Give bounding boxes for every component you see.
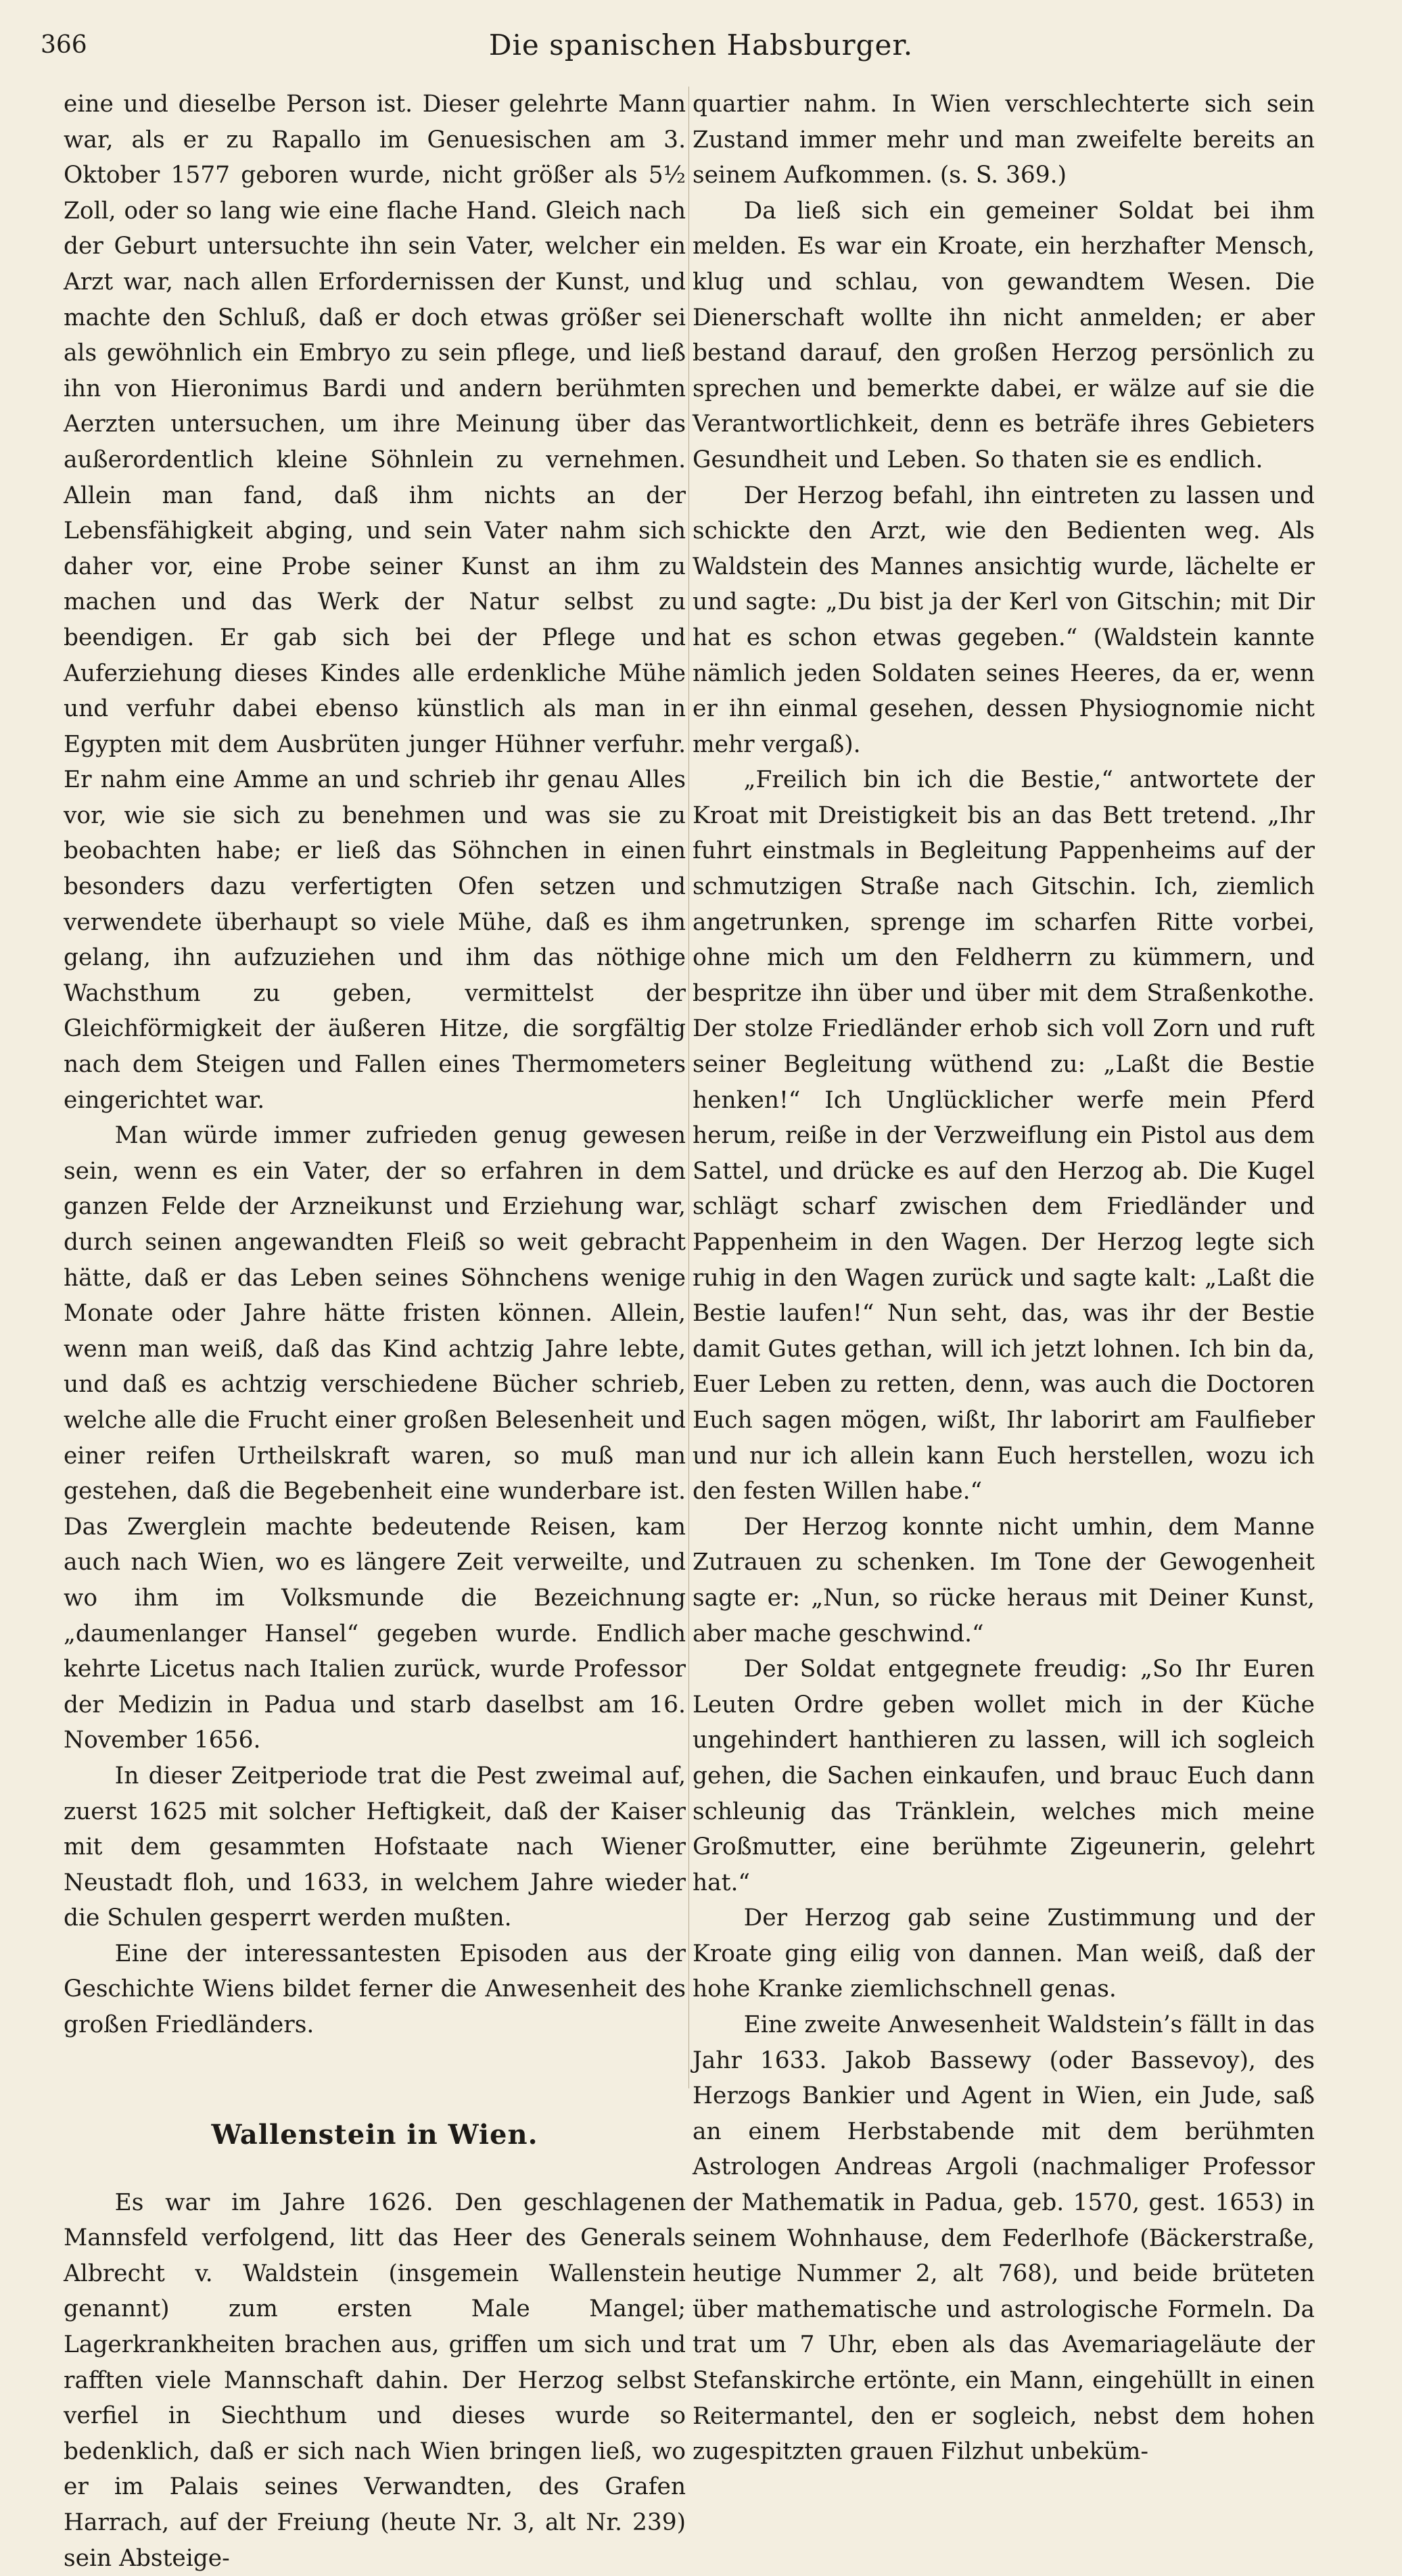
column-divider	[688, 87, 689, 2088]
paragraph: Eine zweite Anwesenheit Waldstein’s fällt in das Jahr 1633. Jakob Bassewy (oder Bassevoy), des Herzogs Bankier und Agent in Wien, ein Jude, saß an einem Herbstabende mit dem berühmten Astrologen Andreas Argoli (nachmaliger Professor der Mathematik in Padua, geb. 1570, gest. 1653) in seinem Wohnhause, dem Federlhofe (Bäckerstraße, heutige Nummer 2, alt 768), und beide brüteten über mathematische und astrologische Formeln. Da trat um 7 Uhr, eben als das Avemariageläute der Stefanskirche ertönte, ein Mann, eingehüllt in einen Reitermantel, den er sogleich, nebst dem hohen zugespitzten grauen Filzhut unbeküm-	[693, 2011, 1315, 2466]
paragraph: Der Herzog befahl, ihn eintreten zu lassen und schickte den Arzt, wie den Bedienten weg. Als Waldstein des Mannes ansichtig wurde, lächelte er und sagte: „Du bist ja der Kerl von Gitschin; mit Dir hat es schon etwas gegeben.“ (Waldstein kannte nämlich jeden Soldaten seines Heeres, da er, wenn er ihn einmal gesehen, dessen Physiognomie nicht mehr vergaß).	[693, 482, 1315, 758]
paragraph: Der Soldat entgegnete freudig: „So Ihr Euren Leuten Ordre geben wollet mich in der Küche ungehindert hanthieren zu lassen, will ich sogleich gehen, die Sachen einkaufen, und brauc Euch dann schleunig das Tränklein, welches mich meine Großmutter, eine berühmte Zigeunerin, gelehrt hat.“	[693, 1656, 1315, 1896]
paragraph: Eine der interessantesten Episoden aus der Geschichte Wiens bildet ferner die Anwesenheit des großen Friedländers.	[64, 1940, 686, 2039]
page-number: 366	[41, 31, 87, 59]
paragraph: Es war im Jahre 1626. Den geschlagenen Mannsfeld verfolgend, litt das Heer des Generals Albrecht v. Waldstein (insgemein Wallenstein genannt) zum ersten Male Mangel; Lagerkrankheiten brachen aus, griffen um sich und rafften viele Mannschaft dahin. Der Herzog selbst verfiel in Siechthum und dieses wurde so bedenklich, daß er sich nach Wien bringen ließ, wo er im Palais seines Verwandten, des Grafen Harrach, auf der Freiung (heute Nr. 3, alt Nr. 239) sein Absteige-	[64, 2188, 686, 2572]
paragraph: quartier nahm. In Wien verschlechterte sich sein Zustand immer mehr und man zweifelte bereits an seinem Aufkommen. (s. S. 369.)	[693, 91, 1315, 189]
paragraph: Der Herzog konnte nicht umhin, dem Manne Zutrauen zu schenken. Im Tone der Gewogenheit sagte er: „Nun, so rücke heraus mit Deiner Kunst, aber mache geschwind.“	[693, 1513, 1315, 1647]
paragraph: Man würde immer zufrieden genug gewesen sein, wenn es ein Vater, der so erfahren in dem ganzen Felde der Arzneikunst und Erziehung war, durch seinen angewandten Fleiß so weit gebracht hätte, daß er das Leben seines Söhnchens wenige Monate oder Jahre hätte fristen können. Allein, wenn man weiß, daß das Kind achtzig Jahre lebte, und daß es achtzig verschiedene Bücher schrieb, welche alle die Frucht einer großen Belesenheit und einer reifen Urtheilskraft waren, so muß man gestehen, daß die Begebenheit eine wunderbare ist. Das Zwerglein machte bedeutende Reisen, kam auch nach Wien, wo es längere Zeit verweilte, und wo ihm im Volksmunde die Bezeichnung „daumenlanger Hansel“ gegeben wurde. Endlich kehrte Licetus nach Italien zurück, wurde Professor der Medizin in Padua und starb daselbst am 16. November 1656.	[64, 1122, 686, 1754]
section-heading: Wallenstein in Wien.	[211, 2118, 538, 2151]
paragraph: „Freilich bin ich die Bestie,“ antwortete der Kroat mit Dreistigkeit bis an das Bett tretend. „Ihr fuhrt einstmals in Begleitung Pappenheims auf der schmutzigen Straße nach Gitschin. Ich, ziemlich angetrunken, sprenge im scharfen Ritte vorbei, ohne mich um den Feldherrn zu kümmern, und bespritze ihn über und über mit dem Straßenkothe. Der stolze Friedländer erhob sich voll Zorn und ruft seiner Begleitung wüthend zu: „Laßt die Bestie henken!“ Ich Unglücklicher werfe mein Pferd herum, reiße in der Verzweiflung ein Pistol aus dem Sattel, und drücke es auf den Herzog ab. Die Kugel schlägt scharf zwischen dem Friedländer und Pappenheim in den Wagen. Der Herzog legte sich ruhig in den Wagen zurück und sagte kalt: „Laßt die Bestie laufen!“ Nun seht, das, was ihr der Bestie damit Gutes gethan, will ich jetzt lohnen. Ich bin da, Euer Leben zu retten, denn, was auch die Doctoren Euch sagen mögen, wißt, Ihr laborirt am Faulfieber und nur ich allein kann Euch herstellen, wozu ich den festen Willen habe.“	[693, 766, 1315, 1505]
running-title: Die spanischen Habsburger.	[488, 28, 914, 62]
paragraph: eine und dieselbe Person ist. Dieser gelehrte Mann war, als er zu Rapallo im Genuesischen am 3. Oktober 1577 geboren wurde, nicht größer als 5½ Zoll, oder so lang wie eine flache Hand. Gleich nach der Geburt untersuchte ihn sein Vater, welcher ein Arzt war, nach allen Erfordernissen der Kunst, und machte den Schluß, daß er doch etwas größer sei als gewöhnlich ein Embryo zu sein pflege, und ließ ihn von Hieronimus Bardi und andern berühmten Aerzten untersuchen, um ihre Meinung über das außerordentlich kleine Söhnlein zu vernehmen. Allein man fand, daß ihm nichts an der Lebensfähigkeit abging, und sein Vater nahm sich daher vor, eine Probe seiner Kunst an ihm zu machen und das Werk der Natur selbst zu beendigen. Er gab sich bei der Pflege und Auferziehung dieses Kindes alle erdenkliche Mühe und verfuhr dabei ebenso künstlich als man in Egypten mit dem Ausbrüten junger Hühner verfuhr. Er nahm eine Amme an und schrieb ihr genau Alles vor, wie sie sich zu benehmen und was sie zu beobachten habe; er ließ das Söhnchen in einen besonders dazu verfertigten Ofen setzen und verwendete überhaupt so viele Mühe, daß es ihm gelang, ihn aufzuziehen und ihm das nöthige Wachsthum zu geben, vermittelst der Gleichförmigkeit der äußeren Hitze, die sorgfältig nach dem Steigen und Fallen eines Thermometers eingerichtet war.	[64, 91, 686, 1114]
paragraph: Da ließ sich ein gemeiner Soldat bei ihm melden. Es war ein Kroate, ein herzhafter Mensch, klug und schlau, von gewandtem Wesen. Die Dienerschaft wollte ihn nicht anmelden; er aber bestand darauf, den großen Herzog persönlich zu sprechen und bemerkte dabei, er wälze auf sie die Verantwortlichkeit, denn es beträfe ihres Gebieters Gesundheit und Leben. So thaten sie es endlich.	[693, 197, 1315, 473]
left-column	[64, 87, 686, 2576]
page-header	[41, 26, 1361, 73]
right-column	[693, 87, 1315, 2470]
paragraph: In dieser Zeitperiode trat die Pest zweimal auf, zuerst 1625 mit solcher Heftigkeit, daß der Kaiser mit dem gesammten Hofstaate nach Wiener Neustadt floh, und 1633, in welchem Jahre wieder die Schulen gesperrt werden mußten.	[64, 1762, 686, 1932]
paragraph: Der Herzog gab seine Zustimmung und der Kroate ging eilig von dannen. Man weiß, daß der hohe Kranke ziemlichschnell genas.	[693, 1904, 1315, 2003]
